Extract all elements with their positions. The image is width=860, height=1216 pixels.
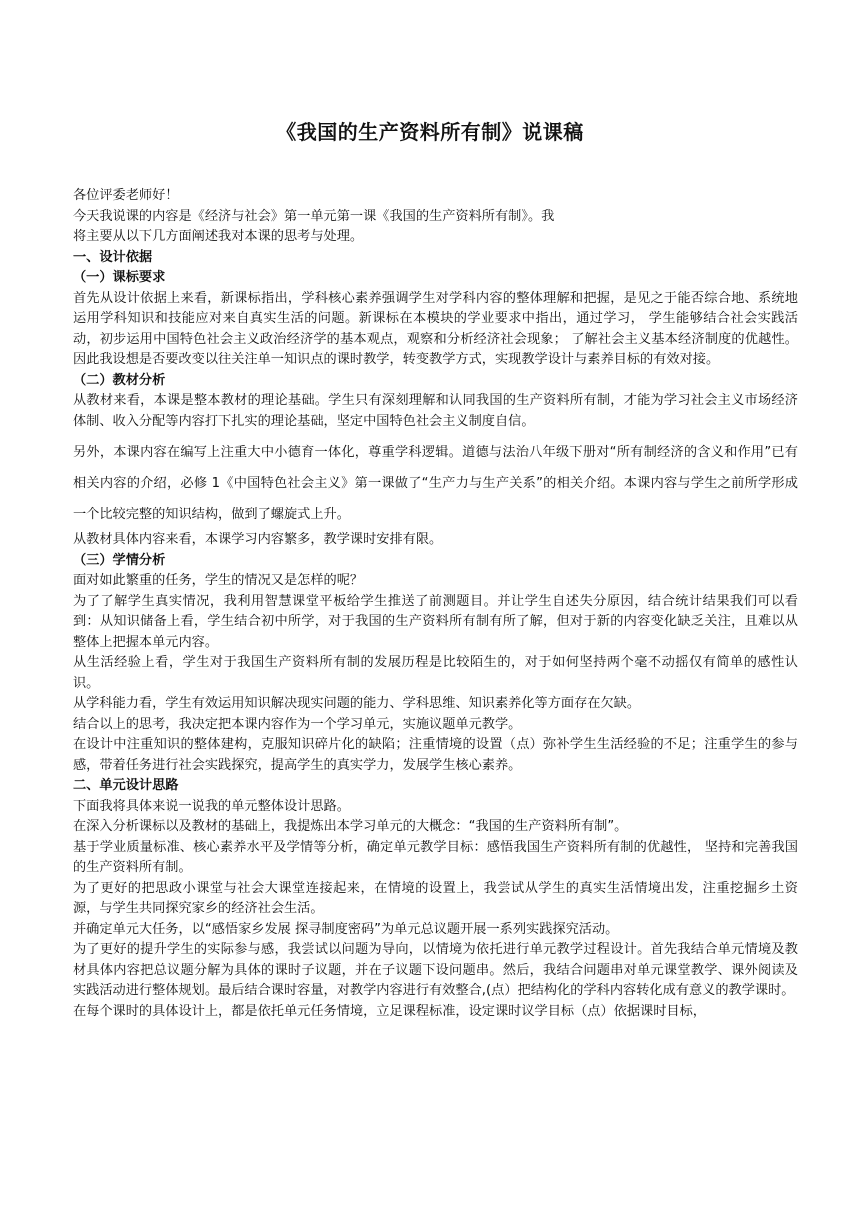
paragraph: 在深入分析课标以及教材的基础上，我提炼出本学习单元的大概念：“我国的生产资料所有制”。 — [73, 819, 628, 834]
paragraph: 面对如此繁重的任务，学生的情况又是怎样的呢？ — [73, 573, 364, 588]
paragraph: 为了更好的提升学生的实际参与感，我尝试以问题为导向，以情境为依托进行单元教学过程设计。首先我结合单元情境及教材具体内容把总议题分解为具体的课时子议题，并在子议题下设问题串。然后，我结合问题串对单元课堂教学、课外阅读及实践活动进行整体规划。最后结合课时容量，对教学内容进行有效整合,(点）把结构化的学科内容转化成有意义的教学课时。 — [73, 942, 798, 998]
section-heading: （三）学情分析 — [73, 552, 166, 568]
paragraph: 从生活经验上看，学生对于我国生产资料所有制的发展历程是比较陌生的，对于如何坚持两个毫不动摇仅有简单的感性认识。 — [73, 655, 798, 691]
section-heading: 一、设计依据 — [73, 249, 153, 265]
document-body — [73, 186, 798, 1022]
paragraph: 另外，本课内容在编写上注重大中小德育一体化，尊重学科逻辑。道德与法治八年级下册对“所有制经济的含义和作用”已有相关内容的介绍，必修 1《中国特色社会主义》第一课做了“生产力与生产关系”的相关介绍。本课内容与学生之前所学形成一个比较完整的知识结构，做到了螺旋式上升。 — [73, 445, 798, 522]
paragraph: 下面我将具体来说一说我的单元整体设计思路。 — [73, 798, 350, 814]
section-heading: （一）课标要求 — [73, 270, 166, 285]
section-heading: （二）教材分析 — [73, 372, 166, 388]
paragraph: 在设计中注重知识的整体建构，克服知识碎片化的缺陷；注重情境的设置（点）弥补学生生活经验的不足；注重学生的参与感，带着任务进行社会实践探究，提高学生的真实学力，发展学生核心素养。 — [73, 737, 798, 773]
paragraph: 并确定单元大任务，以“感悟家乡发展 探寻制度密码”为单元总议题开展一系列实践探究活动。 — [73, 921, 619, 937]
paragraph: 从学科能力看，学生有效运用知识解决现实问题的能力、学科思维、知识素养化等方面存在欠缺。 — [73, 696, 641, 711]
section-heading: 二、单元设计思路 — [73, 778, 179, 793]
paragraph: 各位评委老师好！ — [73, 188, 179, 203]
paragraph: 从教材来看，本课是整本教材的理论基础。学生只有深刻理解和认同我国的生产资料所有制，才能为学习社会主义市场经济体制、收入分配等内容打下扎实的理论基础，坚定中国特色社会主义制度自信。 — [73, 393, 798, 429]
paragraph: 从教材具体内容来看，本课学习内容繁多，教学课时安排有限。 — [73, 532, 443, 547]
paragraph: 基于学业质量标准、核心素养水平及学情等分析，确定单元教学目标：感悟我国生产资料所有制的优越性， 坚持和完善我国的生产资料所有制。 — [73, 839, 798, 875]
paragraph: 为了了解学生真实情况，我利用智慧课堂平板给学生推送了前测题目。并让学生自述失分原因，结合统计结果我们可以看到：从知识储备上看，学生结合初中所学，对于我国的生产资料所有制有所了解，但对于新的内容变化缺乏关注，且难以从整体上把握本单元内容。 — [73, 593, 798, 650]
paragraph: 结合以上的思考，我决定把本课内容作为一个学习单元，实施议题单元教学。 — [73, 716, 522, 732]
paragraph: 为了更好的把思政小课堂与社会大课堂连接起来，在情境的设置上，我尝试从学生的真实生活情境出发，注重挖掘乡土资源，与学生共同探究家乡的经济社会生活。 — [73, 880, 798, 916]
paragraph: 将主要从以下几方面阐述我对本课的思考与处理。 — [73, 229, 364, 244]
paragraph: 首先从设计依据上来看，新课标指出，学科核心素养强调学生对学科内容的整体理解和把握，是见之于能否综合地、系统地运用学科知识和技能应对来自真实生活的问题。新课标在本模块的学业要求中指出，通过学习， 学生能够结合社会实践活动，初步运用中国特色社会主义政治经济学的基本观点，观察和分析经济社会现象； 了解社会主义基本经济制度的优越性。因此我设想是否要改变以往关注单一知识点的课时教学，转变教学方式，实现教学设计与素养目标的有效对接。 — [73, 290, 798, 367]
paragraph: 今天我说课的内容是《经济与社会》第一单元第一课《我国的生产资料所有制》。我 — [73, 208, 555, 224]
document-title: 《我国的生产资料所有制》说课稿 — [276, 120, 584, 144]
paragraph: 在每个课时的具体设计上，都是依托单元任务情境，立足课程标准，设定课时议学目标（点）依据课时目标， — [73, 1003, 706, 1019]
